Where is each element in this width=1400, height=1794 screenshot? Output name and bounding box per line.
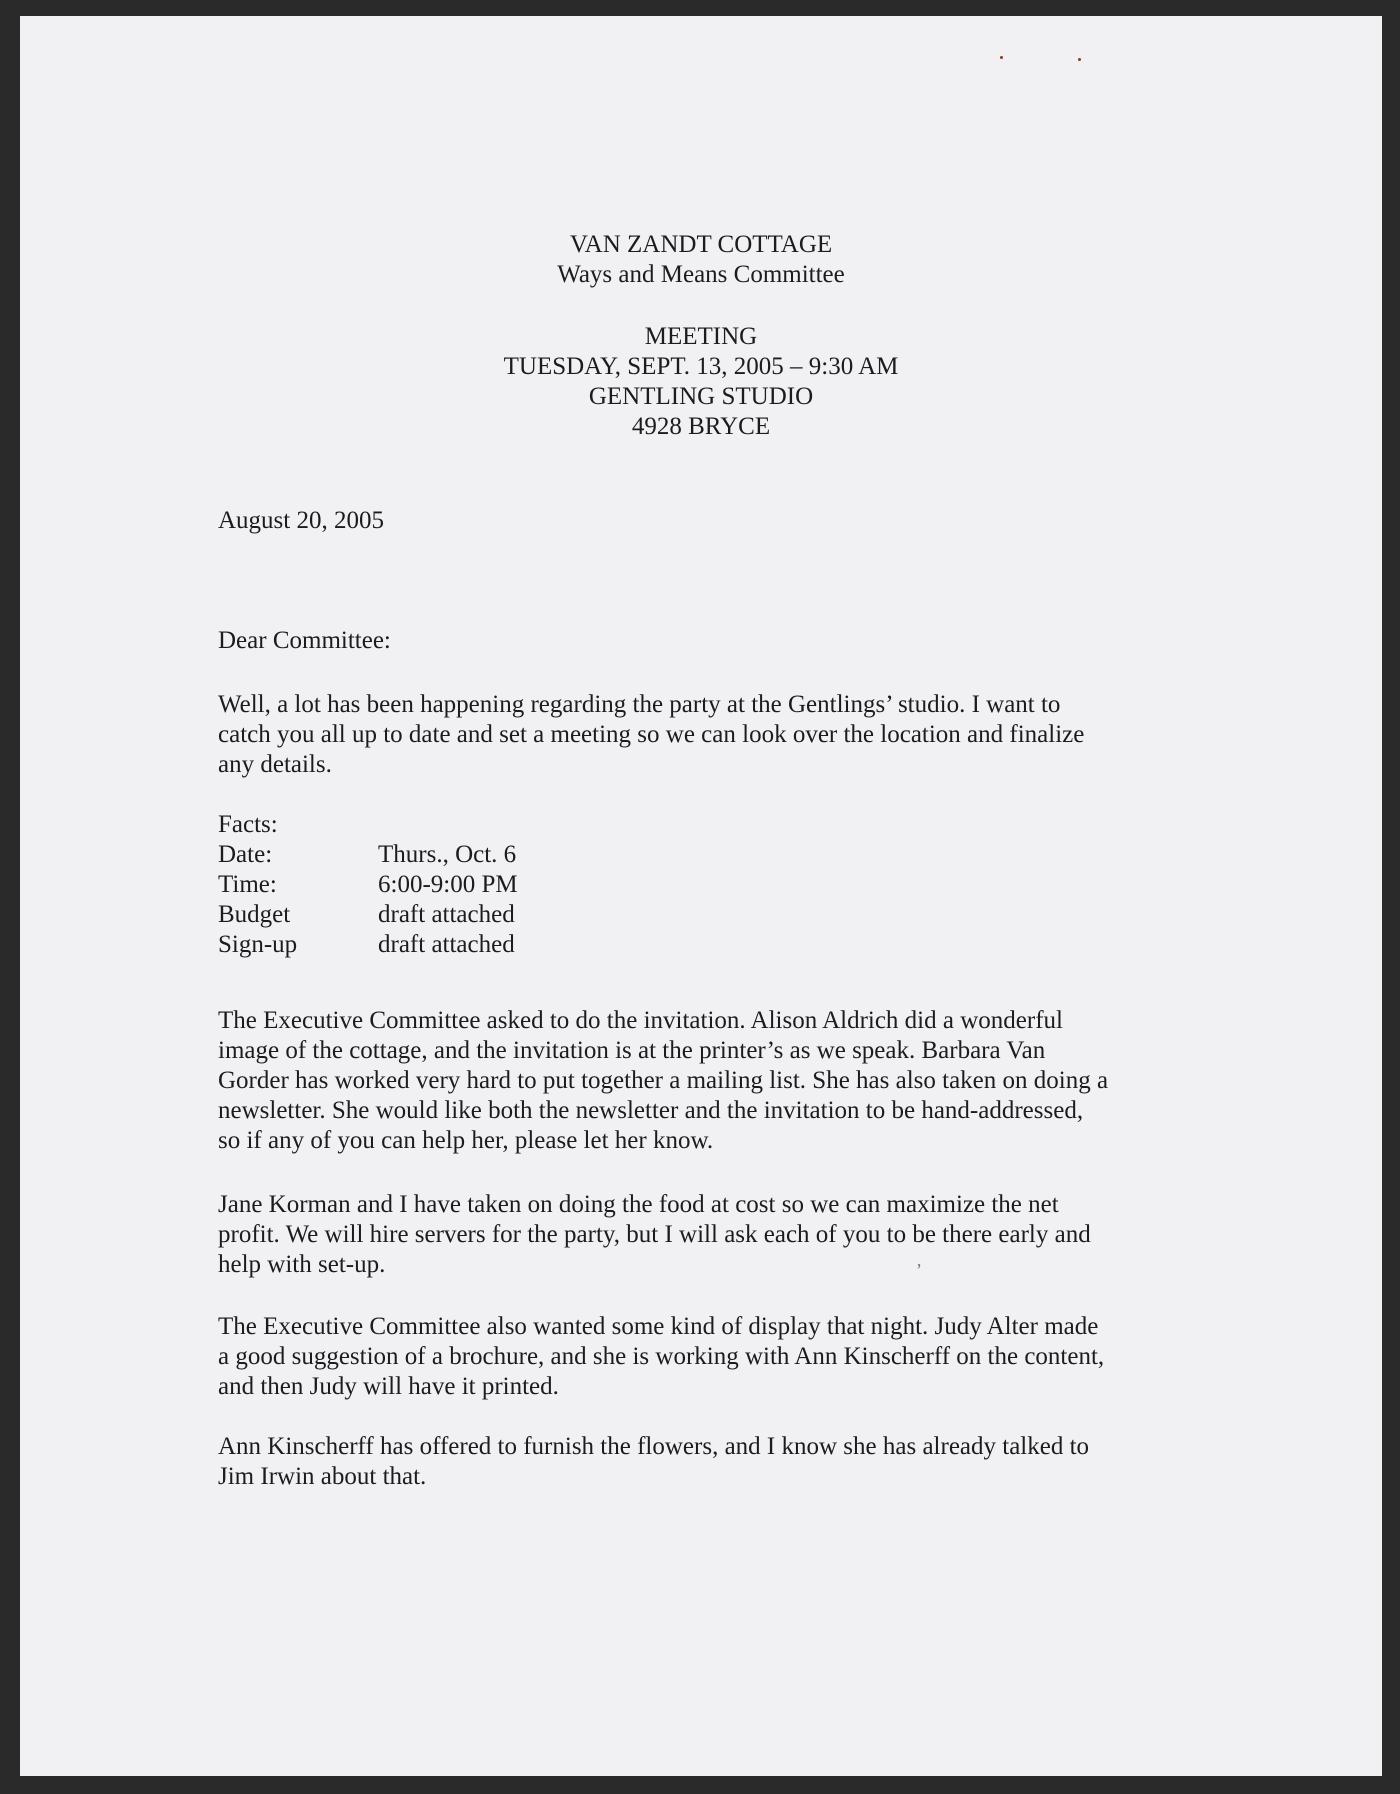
- food-paragraph: [218, 1190, 1218, 1280]
- display-paragraph: [218, 1312, 1218, 1402]
- text-line: any details.: [218, 751, 332, 778]
- intro-paragraph: [218, 690, 1218, 780]
- text-line: The Executive Committee also wanted some kind of display that night. Judy Alter made: [218, 1313, 1099, 1340]
- facts-label: Date:: [218, 841, 273, 868]
- paper-speck: [1078, 58, 1081, 61]
- text-line: Jane Korman and I have taken on doing the food at cost so we can maximize the net: [218, 1191, 1059, 1218]
- text-line: a good suggestion of a brochure, and she is working with Ann Kinscherff on the content,: [218, 1343, 1105, 1370]
- invitation-paragraph: [218, 1006, 1218, 1156]
- facts-row-budget: [218, 900, 1218, 930]
- flowers-paragraph: [218, 1432, 1218, 1492]
- text-line: The Executive Committee asked to do the invitation. Alison Aldrich did a wonderful: [218, 1007, 1063, 1034]
- meeting-datetime: TUESDAY, SEPT. 13, 2005 – 9:30 AM: [503, 353, 899, 380]
- text-line: Ann Kinscherff has offered to furnish the flowers, and I know she has already talked to: [218, 1433, 1090, 1460]
- text-line: Gorder has worked very hard to put together a mailing list. She has also taken on doing a: [218, 1067, 1109, 1094]
- meeting-location: GENTLING STUDIO: [588, 383, 814, 410]
- letter-page: [20, 16, 1382, 1776]
- meeting-address: 4928 BRYCE: [631, 413, 771, 440]
- committee-name: Ways and Means Committee: [557, 261, 845, 288]
- facts-value: Thurs., Oct. 6: [378, 841, 517, 868]
- text-line: catch you all up to date and set a meeting so we can look over the location and finalize: [218, 721, 1085, 748]
- facts-row-signup: [218, 930, 1218, 960]
- salutation: Dear Committee:: [218, 627, 391, 654]
- letterhead: [20, 230, 1382, 290]
- meeting-notice: [20, 322, 1382, 442]
- letter-date: August 20, 2005: [218, 507, 384, 534]
- facts-label: Time:: [218, 871, 277, 898]
- text-line: Well, a lot has been happening regarding the party at the Gentlings’ studio. I want to: [218, 691, 1061, 718]
- facts-heading: Facts:: [218, 811, 278, 838]
- facts-value: 6:00-9:00 PM: [378, 871, 518, 898]
- text-line: newsletter. She would like both the newsletter and the invitation to be hand-addressed,: [218, 1097, 1084, 1124]
- text-line: profit. We will hire servers for the party, but I will ask each of you to be there early and: [218, 1221, 1091, 1248]
- facts-row-time: [218, 870, 1218, 900]
- bleed-through-handwriting-vertical: ​: [175, 276, 245, 286]
- bleed-through-handwriting-vertical-2: ​: [312, 306, 380, 314]
- text-line: and then Judy will have it printed.: [218, 1373, 559, 1400]
- facts-row-date: [218, 840, 1218, 870]
- stray-pencil-mark: ʼ: [916, 1260, 922, 1280]
- text-line: help with set-up.: [218, 1251, 386, 1278]
- org-name: VAN ZANDT COTTAGE: [569, 231, 833, 258]
- bleed-through-handwriting: ​: [1027, 124, 1033, 168]
- facts-value: draft attached: [378, 901, 515, 928]
- facts-label: Budget: [218, 901, 291, 928]
- facts-value: draft attached: [378, 931, 515, 958]
- meeting-label: MEETING: [644, 323, 758, 350]
- text-line: image of the cottage, and the invitation is at the printer’s as we speak. Barbara Van: [218, 1037, 1046, 1064]
- facts-label: Sign-up: [218, 931, 298, 958]
- text-line: so if any of you can help her, please let her know.: [218, 1127, 714, 1154]
- facts-block: [218, 810, 1218, 960]
- text-line: Jim Irwin about that.: [218, 1463, 427, 1490]
- paper-speck: [1000, 56, 1003, 59]
